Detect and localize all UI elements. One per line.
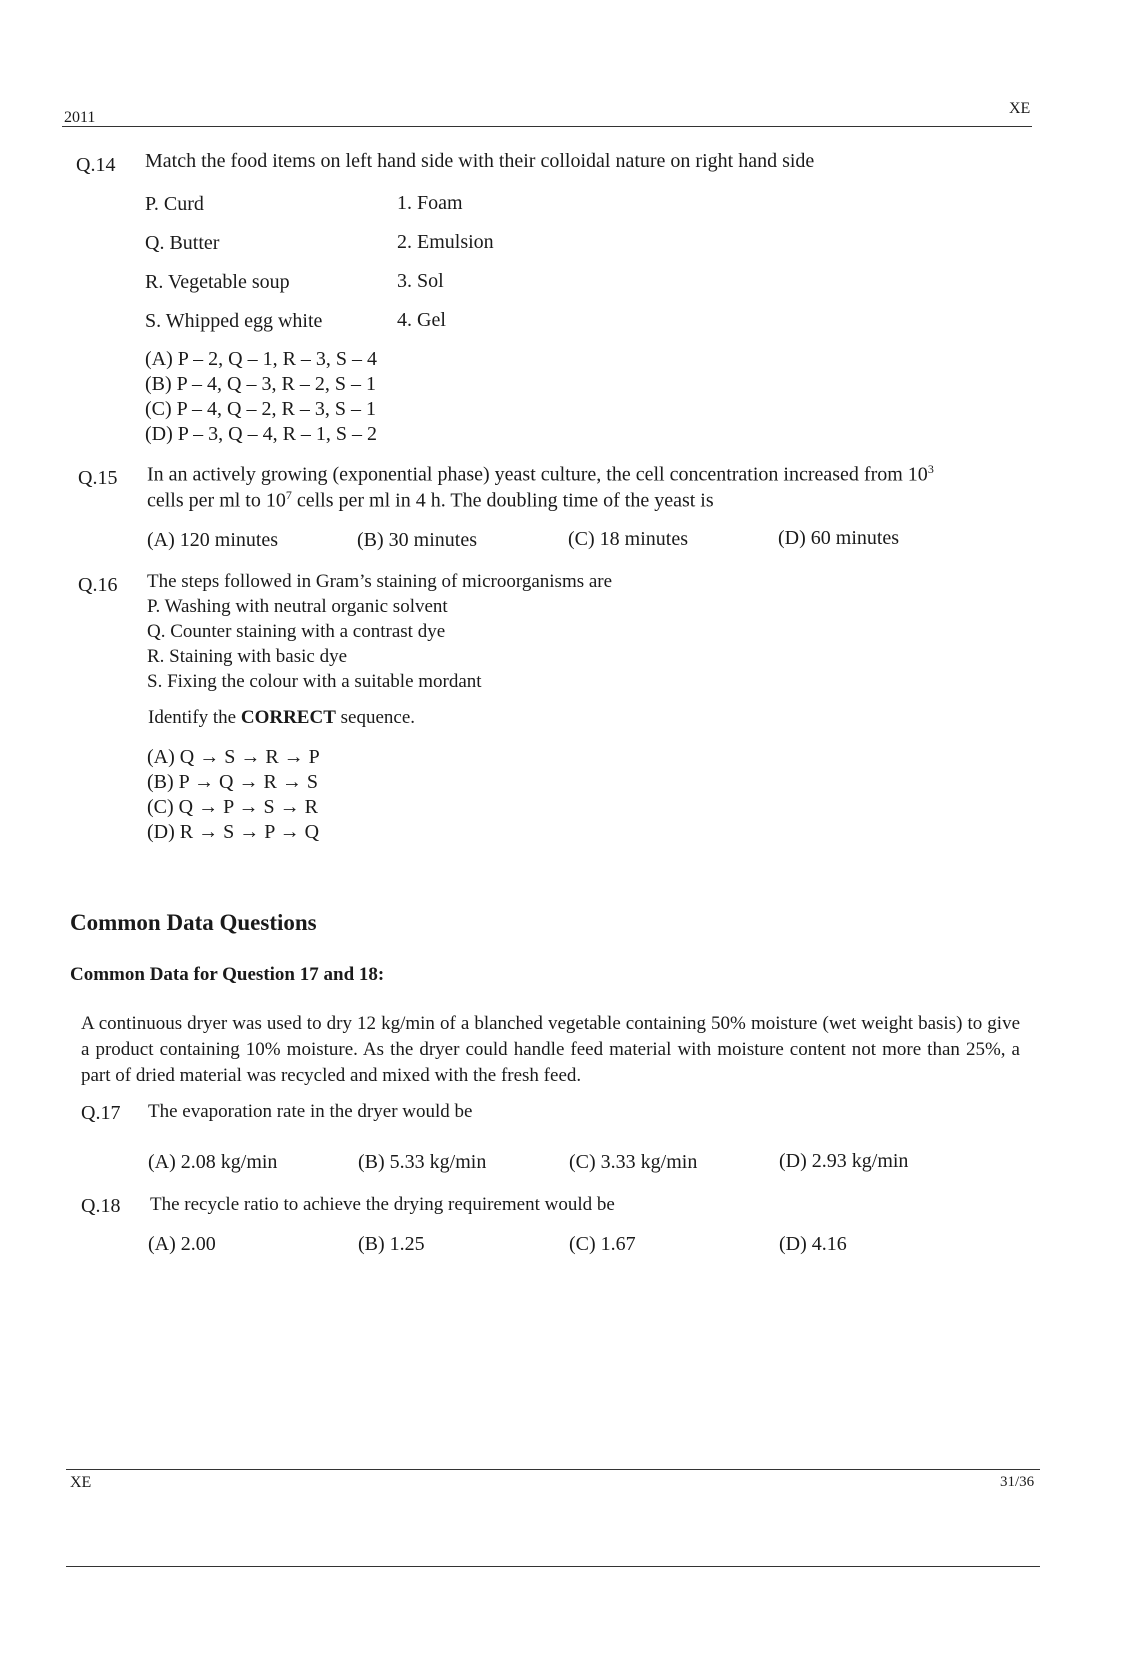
header-code: XE bbox=[1009, 100, 1031, 117]
common-heading: Common Data Questions bbox=[70, 910, 317, 935]
q17-text: The evaporation rate in the dryer would be bbox=[148, 1101, 473, 1122]
q18-option-a: (A) 2.00 bbox=[148, 1233, 216, 1255]
q14-number: Q.14 bbox=[76, 154, 116, 176]
q15-number: Q.15 bbox=[78, 467, 118, 489]
q15-option-b: (B) 30 minutes bbox=[357, 529, 477, 551]
q18-option-d: (D) 4.16 bbox=[779, 1233, 847, 1255]
q16-option-a: (A) Q → S → R → P bbox=[147, 746, 320, 768]
q16-option-b: (B) P → Q → R → S bbox=[147, 771, 318, 793]
q16-text: The steps followed in Gram’s staining of microorganisms are bbox=[147, 571, 613, 592]
q14-left-p: P. Curd bbox=[145, 193, 204, 215]
q14-option-c: (C) P – 4, Q – 2, R – 3, S – 1 bbox=[145, 398, 376, 420]
q18-number: Q.18 bbox=[81, 1195, 121, 1217]
footer-rule bbox=[66, 1469, 1040, 1470]
q15-option-c: (C) 18 minutes bbox=[568, 528, 688, 550]
q14-option-b: (B) P – 4, Q – 3, R – 2, S – 1 bbox=[145, 373, 376, 395]
q16-step-r: R. Staining with basic dye bbox=[147, 646, 348, 667]
q15-option-d: (D) 60 minutes bbox=[778, 527, 900, 549]
footer-code: XE bbox=[70, 1474, 92, 1491]
q16-option-c: (C) Q → P → S → R bbox=[147, 796, 318, 818]
q16-step-s: S. Fixing the colour with a suitable mordant bbox=[147, 671, 482, 692]
q16-step-q: Q. Counter staining with a contrast dye bbox=[147, 621, 446, 642]
q16-number: Q.16 bbox=[78, 574, 118, 596]
q17-option-a: (A) 2.08 kg/min bbox=[148, 1151, 278, 1173]
q14-option-a: (A) P – 2, Q – 1, R – 3, S – 4 bbox=[145, 348, 378, 370]
header-rule bbox=[62, 126, 1032, 127]
q17-option-d: (D) 2.93 kg/min bbox=[779, 1150, 909, 1172]
footer-page-number: 31/36 bbox=[1000, 1474, 1035, 1490]
q16-step-p: P. Washing with neutral organic solvent bbox=[147, 596, 448, 617]
q14-option-d: (D) P – 3, Q – 4, R – 1, S – 2 bbox=[145, 423, 378, 445]
q14-left-q: Q. Butter bbox=[145, 232, 220, 254]
q14-right-2: 2. Emulsion bbox=[397, 231, 494, 253]
q14-left-s: S. Whipped egg white bbox=[145, 310, 323, 332]
q18-option-c: (C) 1.67 bbox=[569, 1233, 636, 1255]
q15-option-a: (A) 120 minutes bbox=[147, 529, 279, 551]
bottom-edge-rule bbox=[66, 1566, 1040, 1567]
q14-left-r: R. Vegetable soup bbox=[145, 271, 290, 293]
q16-identify: Identify the CORRECT sequence. bbox=[148, 707, 416, 728]
q14-right-1: 1. Foam bbox=[397, 192, 463, 214]
q15-line2: cells per ml to $10^7$ cells per ml in 4 h. The doubling time of the yeast is bbox=[147, 488, 714, 512]
header-year: 2011 bbox=[64, 109, 96, 126]
q14-right-4: 4. Gel bbox=[397, 309, 446, 331]
q16-option-d: (D) R → S → P → Q bbox=[147, 821, 320, 843]
q17-option-c: (C) 3.33 kg/min bbox=[569, 1151, 698, 1173]
q17-option-b: (B) 5.33 kg/min bbox=[358, 1151, 487, 1173]
common-subheading: Common Data for Question 17 and 18: bbox=[70, 964, 385, 985]
q14-right-3: 3. Sol bbox=[397, 270, 444, 292]
common-paragraph: A continuous dryer was used to dry 12 kg/min of a blanched vegetable containing 50% moisture (wet weight basis) to give a product containing 10% moisture. As the dryer could handle feed material with moisture content not more than 25%, a part of dried material was recycled and mixed with the fresh feed. bbox=[81, 1013, 1020, 1086]
q17-number: Q.17 bbox=[81, 1102, 121, 1124]
q18-option-b: (B) 1.25 bbox=[358, 1233, 425, 1255]
q18-text: The recycle ratio to achieve the drying requirement would be bbox=[150, 1194, 615, 1215]
q14-text: Match the food items on left hand side with their colloidal nature on right hand side bbox=[145, 150, 815, 172]
q15-line1: In an actively growing (exponential phase) yeast culture, the cell concentration increased from $10^3$ bbox=[147, 462, 934, 486]
